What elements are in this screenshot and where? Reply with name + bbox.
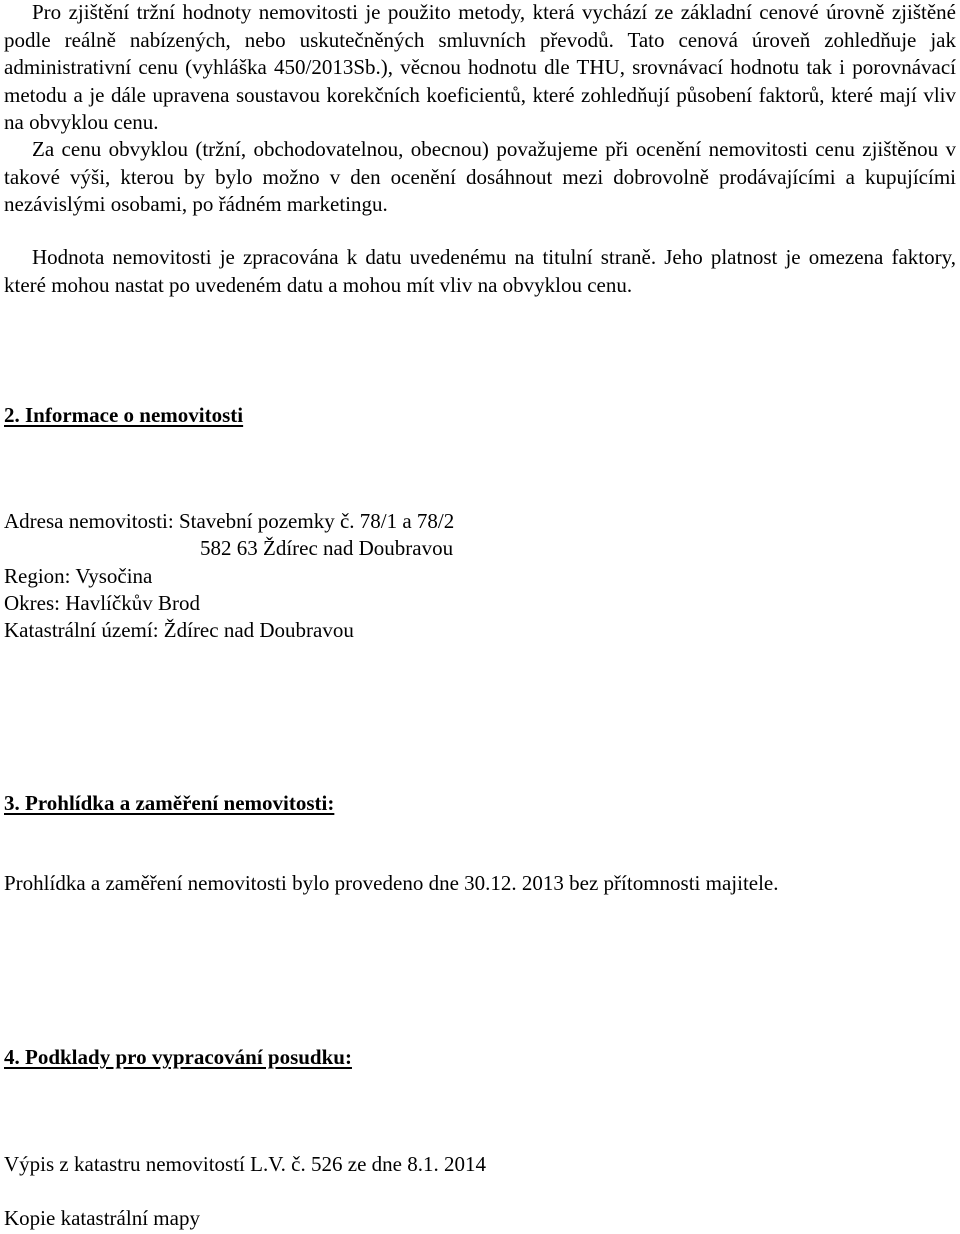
property-region: Region: Vysočina [4, 564, 153, 588]
property-address-line-1: Adresa nemovitosti: Stavební pozemky č. 78/1 a 78/2 [4, 509, 455, 533]
source-item-land-registry-extract: Výpis z katastru nemovitostí L.V. č. 526 ze dne 8.1. 2014 [4, 1152, 486, 1176]
inspection-text: Prohlídka a zaměření nemovitosti bylo provedeno dne 30.12. 2013 bez přítomnosti majitele. [4, 871, 779, 895]
section-2-heading: 2. Informace o nemovitosti [4, 403, 244, 427]
property-cadastral-area: Katastrální území: Ždírec nad Doubravou [4, 618, 354, 642]
intro-paragraph-method: Pro zjištění tržní hodnoty nemovitosti je použito metody, která vychází ze základní cenové úrovně zjištěné podle reálně nabízených, nebo uskutečněných smluvních převodů. Tato cenová úroveň zohledňuje jak administrativní cenu (vyhláška 450/2013Sb.), věcnou hodnotu dle THU, srovnávací hodnotu tak i porovnávací metodu a je dále upravena soustavou korekčních koeficientů, které zohledňují působení faktorů, které mají vliv na obvyklou cenu. [4, 0, 956, 134]
section-4-heading: 4. Podklady pro vypracování posudku: [4, 1045, 352, 1069]
intro-paragraph-valuation-date: Hodnota nemovitosti je zpracována k datu uvedenému na titulní straně. Jeho platnost je omezena faktory, které mohou nastat po uvedeném datu a mohou mít vliv na obvyklou cenu. [4, 245, 956, 297]
section-3-heading: 3. Prohlídka a zaměření nemovitosti: [4, 791, 335, 815]
property-district: Okres: Havlíčkův Brod [4, 591, 200, 615]
source-item-cadastral-map: Kopie katastrální mapy [4, 1206, 200, 1230]
property-address-line-2: 582 63 Ždírec nad Doubravou [200, 536, 454, 560]
intro-paragraph-market-price: Za cenu obvyklou (tržní, obchodovatelnou, obecnou) považujeme při ocenění nemovitosti cenu zjištěnou v takové výši, kterou by bylo možno v den ocenění dosáhnout mezi dobrovolně prodávajícími a kupujícími nezávislými osobami, po řádném marketingu. [4, 137, 956, 216]
